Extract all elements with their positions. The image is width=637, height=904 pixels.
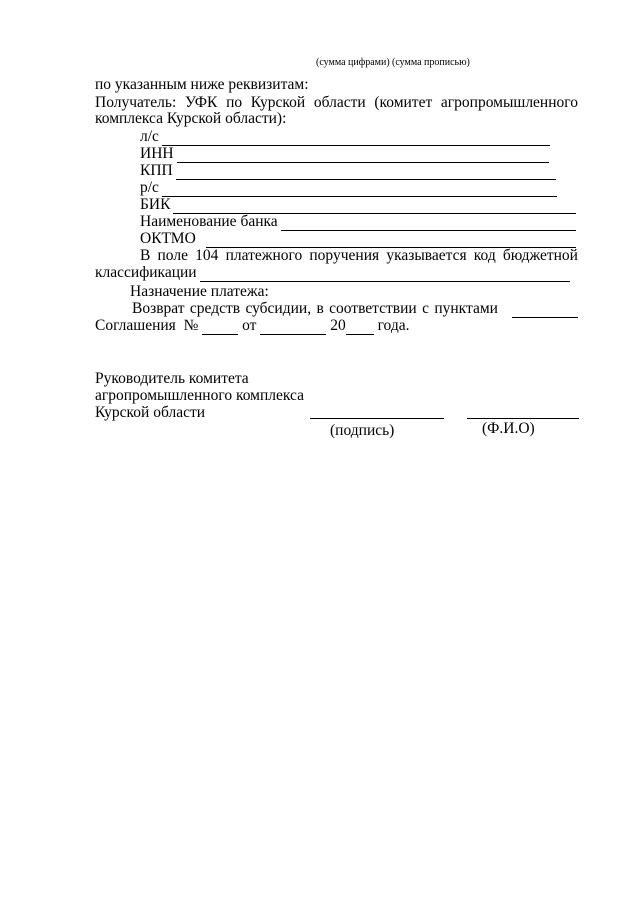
- kbk-word: 104: [195, 247, 219, 264]
- recipient-word: Получатель:: [95, 94, 177, 111]
- recipient-word: области: [313, 94, 366, 111]
- signer-title-1: Руководитель комитета: [95, 370, 249, 387]
- inn-label: ИНН: [140, 145, 174, 162]
- year-suffix: года.: [377, 317, 410, 334]
- ls-blank[interactable]: [162, 131, 550, 146]
- kbk-blank[interactable]: [200, 267, 570, 282]
- ls-label: л/с: [140, 128, 159, 145]
- bank-name-label: Наименование банка: [140, 213, 278, 230]
- recipient-word: УФК: [184, 94, 218, 111]
- refund-word: соответствии: [329, 300, 417, 317]
- agreement-label: Соглашения: [95, 317, 176, 334]
- rs-field: [140, 179, 557, 197]
- year-blank[interactable]: [346, 320, 374, 335]
- bik-blank[interactable]: [173, 199, 576, 214]
- rs-blank[interactable]: [162, 182, 557, 197]
- recipient-word: Курской: [250, 94, 306, 111]
- kbk-word: платежного: [225, 247, 303, 264]
- kbk-word: указывается: [386, 247, 467, 264]
- year-prefix: 20: [330, 317, 346, 334]
- kpp-blank[interactable]: [176, 165, 556, 180]
- kbk-word: бюджетной: [502, 247, 578, 264]
- refund-word: Возврат: [132, 300, 185, 317]
- name-caption: (Ф.И.О): [482, 420, 535, 437]
- signer-title-2: агропромышленного комплекса: [95, 387, 304, 404]
- sum-digits-caption: (сумма цифрами): [316, 57, 390, 68]
- agreement-line: [95, 317, 409, 335]
- sum-words-caption: (сумма прописью): [392, 57, 470, 68]
- recipient-word: по: [226, 94, 243, 111]
- refund-word: с: [422, 300, 429, 317]
- refund-word: пунктами: [434, 300, 498, 317]
- clauses-blank[interactable]: [512, 303, 578, 318]
- number-sign: №: [183, 317, 199, 334]
- oktmo-label: ОКТМО: [140, 230, 196, 247]
- ls-field: [140, 128, 550, 146]
- signature-line[interactable]: [310, 418, 444, 419]
- recipient-line-2: комплекса Курской области):: [95, 110, 287, 127]
- kpp-label: КПП: [140, 162, 173, 179]
- kbk-line: [140, 247, 578, 265]
- agreement-date-blank[interactable]: [260, 320, 326, 335]
- kbk-word: поручения: [309, 247, 380, 264]
- bik-field: [140, 196, 576, 214]
- rs-label: р/с: [140, 179, 159, 196]
- refund-word: средств: [189, 300, 241, 317]
- kbk-label: классификации: [95, 264, 197, 281]
- recipient-word: агропромышленного: [440, 94, 578, 111]
- bank-name-blank[interactable]: [281, 216, 576, 231]
- bik-label: БИК: [140, 196, 171, 213]
- from-label: от: [242, 317, 257, 334]
- agreement-number-blank[interactable]: [202, 320, 238, 335]
- kpp-field: [140, 162, 556, 180]
- oktmo-blank[interactable]: [206, 233, 576, 248]
- recipient-word: (комитет: [374, 94, 433, 111]
- name-line[interactable]: [467, 418, 579, 419]
- kbk-word: В: [140, 247, 151, 264]
- oktmo-field: [140, 230, 576, 248]
- refund-word: в: [316, 300, 324, 317]
- kbk-word: поле: [157, 247, 188, 264]
- refund-text: [132, 300, 512, 318]
- details-intro: по указанным ниже реквизитам:: [95, 76, 309, 93]
- bank-name-field: [140, 213, 576, 231]
- refund-line: [132, 300, 578, 318]
- kbk-field: [95, 264, 570, 282]
- kbk-word: код: [473, 247, 496, 264]
- inn-blank[interactable]: [177, 148, 549, 163]
- signer-title-3: Курской области: [95, 404, 206, 421]
- purpose-label: Назначение платежа:: [130, 283, 269, 300]
- signature-caption: (подпись): [330, 422, 395, 439]
- inn-field: [140, 145, 549, 163]
- refund-word: субсидии,: [245, 300, 312, 317]
